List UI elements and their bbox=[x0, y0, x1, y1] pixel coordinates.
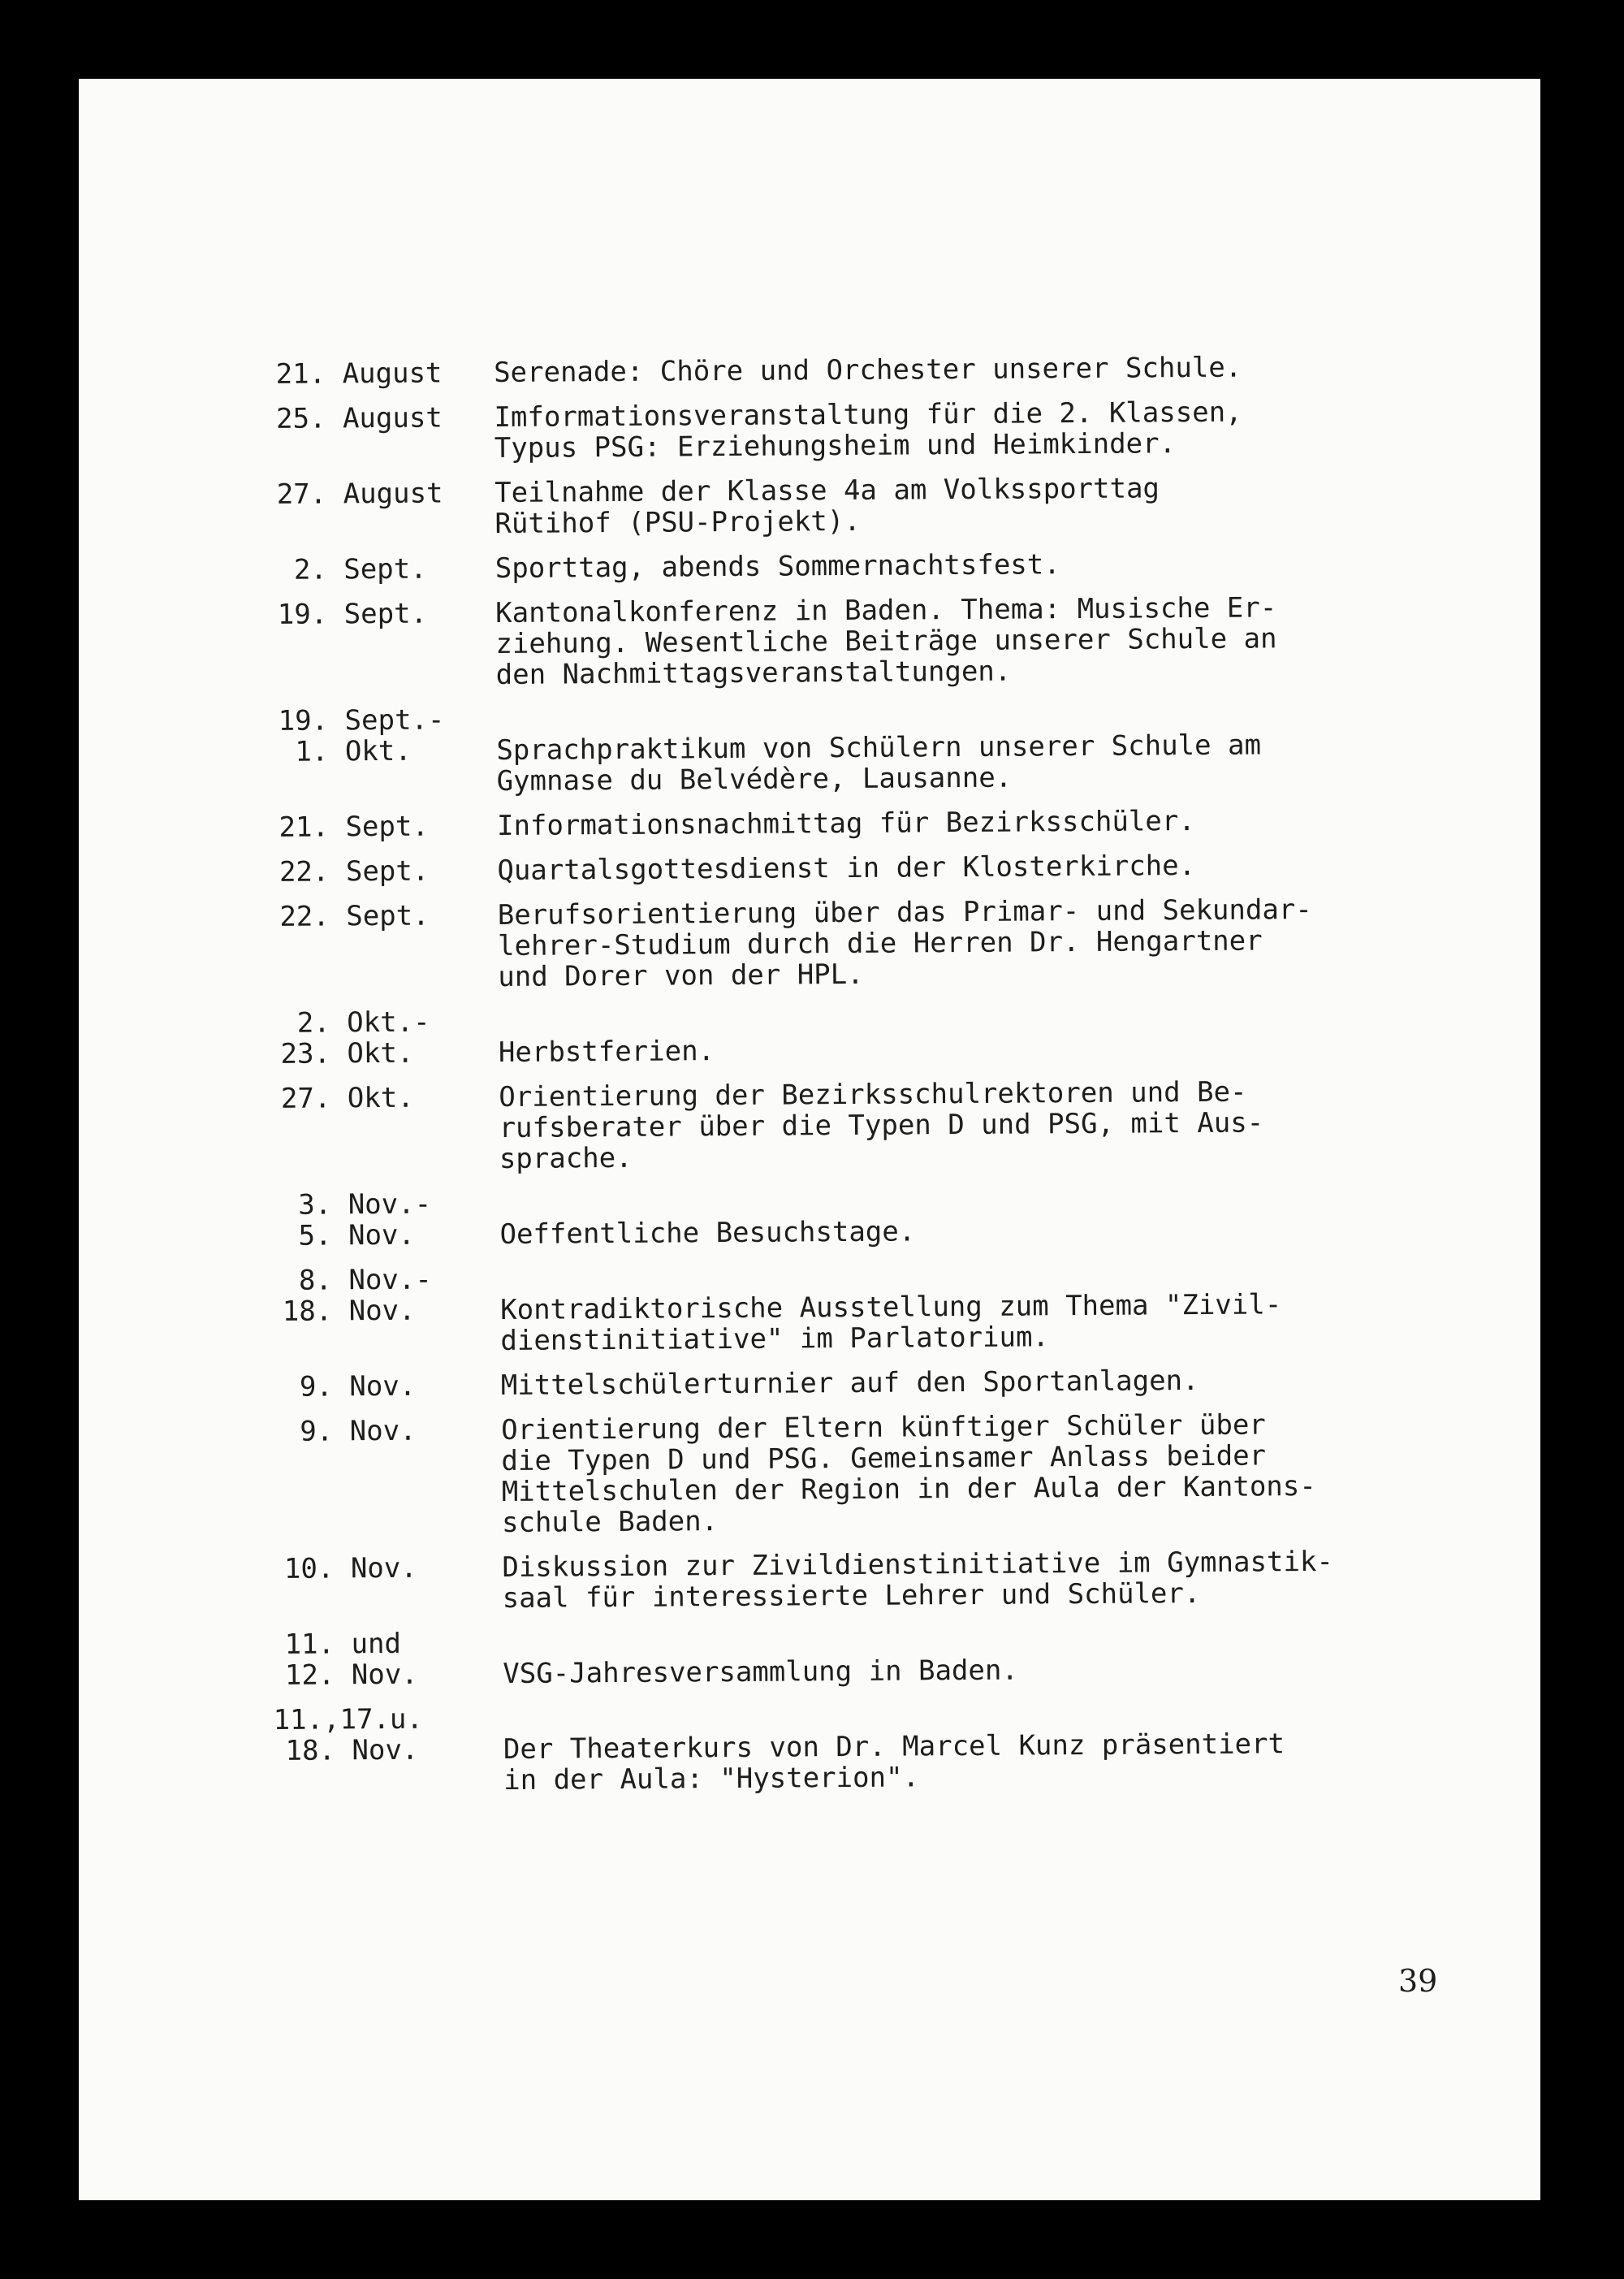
date-day: 27. bbox=[280, 1082, 331, 1115]
entry-date bbox=[271, 1370, 501, 1403]
date-month: Nov. bbox=[350, 1551, 417, 1585]
chronicle-entry bbox=[269, 1075, 1504, 1176]
page-number: 39 bbox=[1398, 1963, 1438, 1999]
date-day: 5. bbox=[298, 1219, 332, 1252]
entry-date bbox=[270, 1188, 500, 1252]
date-day: 18. bbox=[285, 1734, 336, 1767]
description-line: Herbstferien. bbox=[498, 1035, 715, 1070]
date-line: 11.,17.u. bbox=[273, 1702, 424, 1736]
entry-description bbox=[499, 999, 1504, 1068]
description-line: Mittelschulen der Region in der Aula der Kantons- bbox=[501, 1469, 1316, 1508]
date-day: 2. bbox=[293, 553, 327, 586]
date-month: Nov. bbox=[349, 1414, 417, 1448]
date-day: 2. bbox=[296, 1006, 330, 1040]
description-line: Informationsnachmittag für Bezirksschüler. bbox=[496, 805, 1195, 843]
entry-description bbox=[499, 1075, 1504, 1174]
date-month: August bbox=[342, 401, 443, 435]
date-month: Nov.- bbox=[348, 1187, 432, 1222]
entry-description bbox=[498, 893, 1503, 992]
date-day: 22. bbox=[279, 855, 330, 889]
description-line: Mittelschülerturnier auf den Sportanlagen. bbox=[500, 1364, 1199, 1402]
entry-description bbox=[496, 697, 1501, 797]
entry-description bbox=[502, 1545, 1507, 1614]
date-line bbox=[269, 1006, 499, 1039]
date-day: 9. bbox=[299, 1370, 333, 1403]
description-line: und Dorer von der HPL. bbox=[498, 958, 864, 994]
entry-description bbox=[497, 848, 1501, 886]
description-line: Rütihof (PSU-Projekt). bbox=[495, 504, 861, 541]
description-line: Serenade: Chöre und Orchester unserer Schule. bbox=[493, 351, 1242, 390]
entry-date bbox=[266, 598, 496, 692]
description-line: Imformationsveranstaltung für die 2. Klassen, bbox=[494, 396, 1242, 435]
chronicle-entry bbox=[267, 803, 1501, 843]
entry-description bbox=[503, 1696, 1509, 1796]
date-line bbox=[266, 553, 495, 586]
chronicle-entry bbox=[269, 999, 1503, 1070]
chronicle-entry bbox=[266, 697, 1501, 798]
description-line: ziehung. Wesentliche Beiträge unserer Schule an bbox=[495, 622, 1277, 661]
description-line: Sprachpraktikum von Schülern unserer Schule am bbox=[496, 729, 1262, 768]
date-day: 27. bbox=[276, 478, 327, 511]
entry-date bbox=[273, 1628, 503, 1691]
date-day: 25. bbox=[275, 402, 326, 435]
entry-date bbox=[265, 478, 495, 541]
description-line: den Nachmittagsveranstaltungen. bbox=[495, 655, 1012, 692]
date-line bbox=[269, 1082, 499, 1114]
date-line bbox=[269, 1037, 499, 1070]
entry-date bbox=[272, 1552, 503, 1615]
date-line bbox=[268, 900, 498, 932]
chronicle-entry bbox=[268, 893, 1503, 994]
date-line bbox=[265, 478, 495, 510]
entry-description bbox=[497, 803, 1501, 841]
date-line bbox=[264, 357, 494, 390]
description-line: rufsberater über die Typen D und PSG, mit Aus- bbox=[499, 1106, 1264, 1145]
date-month: August bbox=[342, 357, 443, 391]
date-day: 9. bbox=[300, 1415, 334, 1448]
date-month: Okt. bbox=[344, 734, 412, 768]
date-line bbox=[266, 735, 496, 768]
entry-description bbox=[495, 470, 1500, 539]
entry-description bbox=[500, 1256, 1505, 1356]
entry-description bbox=[499, 1181, 1505, 1250]
description-line: Diskussion zur Zivildienstinitiative im Gymnastik- bbox=[502, 1545, 1334, 1584]
entry-date bbox=[271, 1415, 502, 1540]
entry-date bbox=[269, 1006, 499, 1070]
chronicle-entry bbox=[274, 1696, 1509, 1797]
entry-date bbox=[269, 1082, 499, 1176]
description-line: schule Baden. bbox=[501, 1505, 719, 1539]
description-line: Berufsorientierung über das Primar- und Sekundar- bbox=[497, 893, 1312, 932]
date-month: Nov. bbox=[348, 1294, 416, 1328]
date-month: Nov. bbox=[351, 1658, 418, 1692]
entry-date bbox=[267, 855, 497, 888]
entry-description bbox=[494, 395, 1499, 464]
entry-description bbox=[501, 1363, 1505, 1401]
description-line: Kontradiktorische Ausstellung zum Thema "Zivil- bbox=[500, 1288, 1282, 1326]
chronicle-entry bbox=[271, 1363, 1505, 1403]
date-day: 23. bbox=[280, 1037, 331, 1070]
chronicle-list bbox=[264, 350, 1508, 1811]
date-line bbox=[267, 811, 497, 843]
date-month: Nov. bbox=[348, 1218, 416, 1252]
entry-date bbox=[270, 1264, 501, 1358]
entry-description bbox=[494, 350, 1498, 388]
date-line bbox=[273, 1658, 503, 1691]
date-day: 19. bbox=[278, 704, 329, 737]
date-day: 21. bbox=[275, 357, 326, 391]
chronicle-entry bbox=[265, 470, 1499, 541]
description-line: sprache. bbox=[499, 1141, 633, 1175]
chronicle-entry bbox=[267, 848, 1501, 888]
chronicle-entry bbox=[271, 1408, 1506, 1540]
date-line bbox=[267, 855, 497, 888]
chronicle-entry bbox=[266, 546, 1500, 586]
date-line bbox=[266, 704, 496, 737]
date-month: Sept. bbox=[345, 854, 430, 889]
description-line: Gymnase du Belvédère, Lausanne. bbox=[496, 761, 1013, 798]
description-line: saal für interessierte Lehrer und Schüler. bbox=[502, 1576, 1201, 1615]
date-month: Nov.- bbox=[348, 1263, 432, 1297]
chronicle-entry bbox=[272, 1545, 1506, 1615]
entry-description bbox=[501, 1408, 1506, 1538]
date-line bbox=[266, 598, 495, 630]
date-line bbox=[271, 1370, 501, 1403]
date-day: 21. bbox=[279, 811, 330, 844]
description-line: Teilnahme der Klasse 4a am Volkssporttag bbox=[495, 472, 1160, 510]
description-line: Quartalsgottesdienst in der Klosterkirche. bbox=[497, 850, 1196, 888]
date-month: Okt. bbox=[347, 1081, 414, 1115]
entry-date bbox=[268, 900, 499, 994]
date-month: Sept. bbox=[345, 810, 430, 844]
date-day: 1. bbox=[295, 735, 329, 768]
description-line: Kantonalkonferenz in Baden. Thema: Musische Er- bbox=[495, 591, 1277, 630]
date-day: 11. bbox=[284, 1628, 335, 1661]
entry-date bbox=[274, 1703, 504, 1797]
entry-description bbox=[503, 1620, 1508, 1689]
description-line: dienstinitiative" im Parlatorium. bbox=[500, 1321, 1050, 1357]
date-day: 8. bbox=[298, 1264, 333, 1297]
date-month: und bbox=[351, 1627, 402, 1661]
chronicle-entry bbox=[264, 395, 1498, 465]
date-day: 22. bbox=[279, 900, 330, 933]
description-line: Orientierung der Bezirksschulrektoren und Be- bbox=[499, 1075, 1247, 1114]
date-month: Okt.- bbox=[347, 1005, 430, 1040]
date-day: 3. bbox=[298, 1188, 332, 1222]
entry-date bbox=[264, 402, 495, 465]
description-line: VSG-Jahresversammlung in Baden. bbox=[503, 1654, 1018, 1690]
date-month: Sept. bbox=[343, 552, 427, 586]
entry-description bbox=[495, 546, 1500, 584]
entry-date bbox=[267, 811, 497, 843]
chronicle-entry bbox=[270, 1256, 1505, 1358]
chronicle-entry bbox=[264, 350, 1498, 390]
date-day: 19. bbox=[277, 598, 328, 631]
date-line bbox=[270, 1295, 500, 1327]
date-line bbox=[273, 1628, 503, 1660]
date-month: August bbox=[343, 477, 443, 511]
entry-date bbox=[264, 357, 494, 390]
description-line: Typus PSG: Erziehungsheim und Heimkinder. bbox=[494, 427, 1177, 465]
date-day: 18. bbox=[282, 1295, 333, 1328]
date-line bbox=[274, 1734, 503, 1767]
date-month: Nov. bbox=[349, 1369, 417, 1403]
entry-description bbox=[495, 590, 1501, 690]
date-month: Okt. bbox=[347, 1036, 414, 1070]
date-line bbox=[264, 402, 494, 435]
date-line bbox=[270, 1188, 499, 1221]
entry-date bbox=[266, 704, 497, 798]
date-month: Sept. bbox=[343, 597, 428, 631]
date-month: Nov. bbox=[352, 1733, 419, 1767]
document-page bbox=[79, 79, 1540, 2200]
date-day: 10. bbox=[283, 1552, 335, 1585]
description-line: Orientierung der Eltern künftiger Schüler über bbox=[501, 1408, 1266, 1447]
date-month: Sept.- bbox=[344, 703, 445, 737]
description-line: die Typen D und PSG. Gemeinsamer Anlass beider bbox=[501, 1439, 1267, 1477]
chronicle-entry bbox=[266, 590, 1501, 692]
date-line bbox=[272, 1552, 502, 1585]
chronicle-entry bbox=[273, 1620, 1507, 1691]
description-line: lehrer-Studium durch die Herren Dr. Hengartner bbox=[497, 924, 1263, 963]
date-month: Sept. bbox=[346, 899, 430, 933]
date-line bbox=[271, 1415, 501, 1447]
date-day: 12. bbox=[284, 1658, 335, 1692]
description-line: Sporttag, abends Sommernachtsfest. bbox=[495, 548, 1060, 586]
date-line bbox=[270, 1264, 500, 1296]
description-line: Der Theaterkurs von Dr. Marcel Kunz präsentiert bbox=[503, 1728, 1285, 1766]
chronicle-entry bbox=[270, 1181, 1504, 1252]
date-line bbox=[270, 1219, 499, 1252]
entry-date bbox=[266, 553, 495, 586]
description-line: Oeffentliche Besuchstage. bbox=[499, 1215, 916, 1251]
description-line: in der Aula: "Hysterion". bbox=[503, 1761, 920, 1797]
